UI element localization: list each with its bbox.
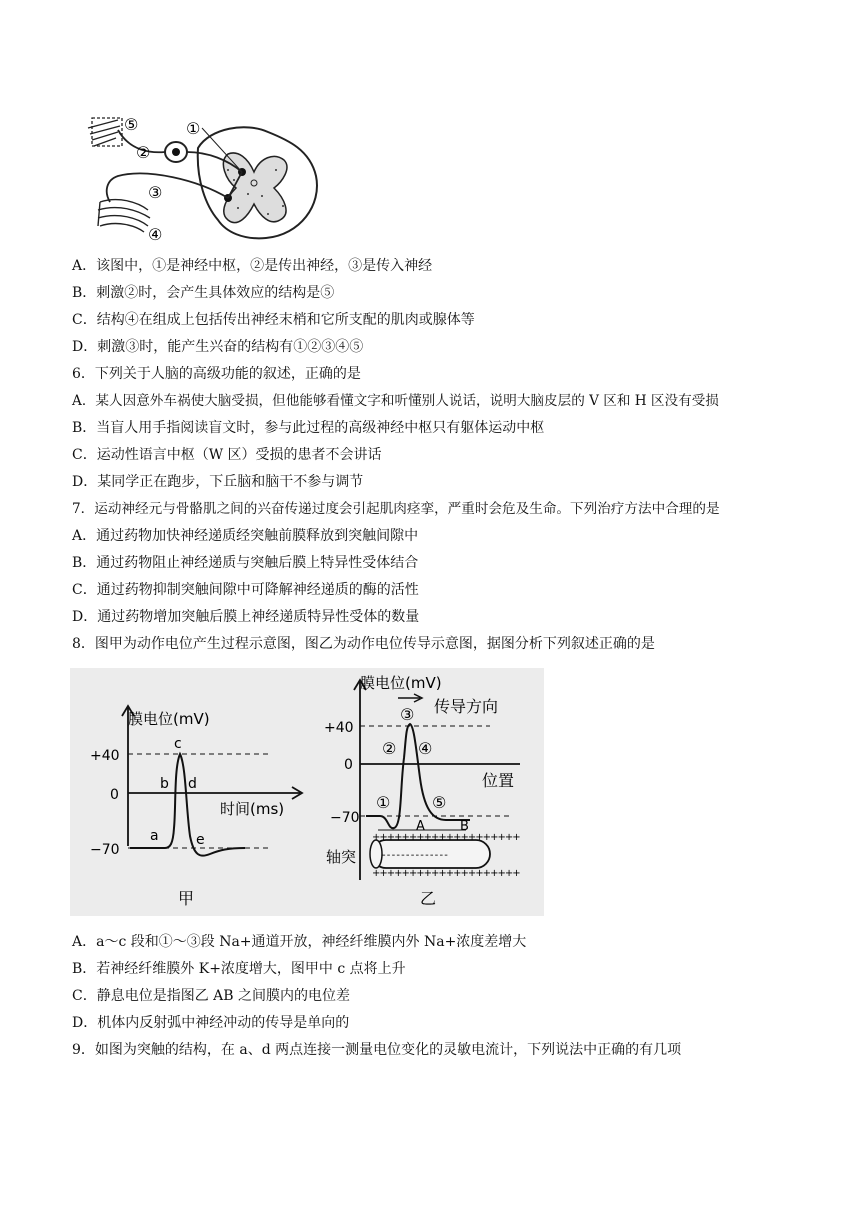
q8-stem: 8．图甲为动作电位产生过程示意图，图乙为动作电位传导示意图，据图分析下列叙述正确的是 [72,636,655,652]
q8-option-c: C．静息电位是指图乙 AB 之间膜内的电位差 [72,988,351,1004]
jia-tick-70: −70 [90,842,120,858]
yi-point-4: ④ [418,739,433,758]
q5-option-d: D．刺激③时，能产生兴奋的结构有①②③④⑤ [72,339,364,355]
q8-option-a: A．a～c 段和①～③段 Na+通道开放，神经纤维膜内外 Na+浓度差增大 [72,934,527,950]
yi-tick-0: 0 [344,757,353,773]
yi-segment-a: A [416,819,425,834]
q7-option-a: A．通过药物加快神经递质经突触前膜释放到突触间隙中 [72,528,419,544]
yi-direction-label: 传导方向 [434,697,499,716]
jia-point-d: d [188,776,197,792]
jia-tick-40: +40 [90,748,120,764]
q5-option-b: B．刺激②时，会产生具体效应的结构是⑤ [72,285,335,301]
svg-text:++++++++++++++++++++: ++++++++++++++++++++ [372,868,520,879]
q8-option-d: D．机体内反射弧中神经冲动的传导是单向的 [72,1015,350,1031]
yi-caption: 乙 [420,889,437,908]
yi-point-2: ② [382,739,397,758]
yi-tick-40: +40 [324,720,354,736]
yi-point-1: ① [376,793,391,812]
label-2: ② [136,143,151,162]
jia-caption: 甲 [178,889,195,908]
yi-tick-70: −70 [330,810,360,826]
q6-option-d: D．某同学正在跑步，下丘脑和脑干不参与调节 [72,474,364,490]
jia-xlabel: 时间(ms) [220,800,285,818]
action-potential-figure [70,668,544,916]
jia-point-e: e [196,832,205,848]
jia-point-b: b [160,776,169,792]
q5-option-c: C．结构④在组成上包括传出神经末梢和它所支配的肌肉或腺体等 [72,312,475,328]
svg-text:++++++++++++++++++++: ++++++++++++++++++++ [372,832,520,843]
yi-segment-b: B [460,819,469,834]
yi-point-5: ⑤ [432,793,447,812]
yi-xlabel: 位置 [482,771,515,790]
q7-option-c: C．通过药物抑制突触间隙中可降解神经递质的酶的活性 [72,582,419,598]
jia-tick-0: 0 [110,787,119,803]
label-4: ④ [148,225,163,244]
label-1: ① [186,119,201,138]
q9-stem: 9．如图为突触的结构，在 a、d 两点连接一测量电位变化的灵敏电流计，下列说法中正确的有几项 [72,1042,682,1058]
jia-point-a: a [150,828,159,844]
q7-option-d: D．通过药物增加突触后膜上神经递质特异性受体的数量 [72,609,420,625]
svg-text:- - - - - - - - - - - - - -: - - - - - - - - - - - - - - [382,850,447,861]
label-3: ③ [148,183,163,202]
q8-option-b: B．若神经纤维膜外 K+浓度增大，图甲中 c 点将上升 [72,961,406,977]
q6-option-b: B．当盲人用手指阅读盲文时，参与此过程的高级神经中枢只有躯体运动中枢 [72,420,545,436]
q7-stem: 7．运动神经元与骨骼肌之间的兴奋传递过度会引起肌肉痉挛，严重时会危及生命。下列治疗方法中合理的是 [72,501,720,517]
yi-point-3: ③ [400,705,415,724]
q7-option-b: B．通过药物阻止神经递质与突触后膜上特异性受体结合 [72,555,419,571]
q5-option-a: A．该图中，①是神经中枢，②是传出神经，③是传入神经 [72,258,433,274]
yi-axon-label: 轴突 [326,848,357,866]
q6-stem: 6．下列关于人脑的高级功能的叙述，正确的是 [72,366,361,382]
q6-option-a: A．某人因意外车祸使大脑受损，但他能够看懂文字和听懂别人说话，说明大脑皮层的 V 区和 H 区没有受损 [72,393,719,409]
label-5: ⑤ [124,115,139,134]
jia-point-c: c [174,736,182,752]
q6-option-c: C．运动性语言中枢（W 区）受损的患者不会讲话 [72,447,382,463]
reflex-arc-figure [78,110,328,245]
jia-ylabel: 膜电位(mV) [128,710,210,728]
yi-ylabel: 膜电位(mV) [360,674,442,692]
